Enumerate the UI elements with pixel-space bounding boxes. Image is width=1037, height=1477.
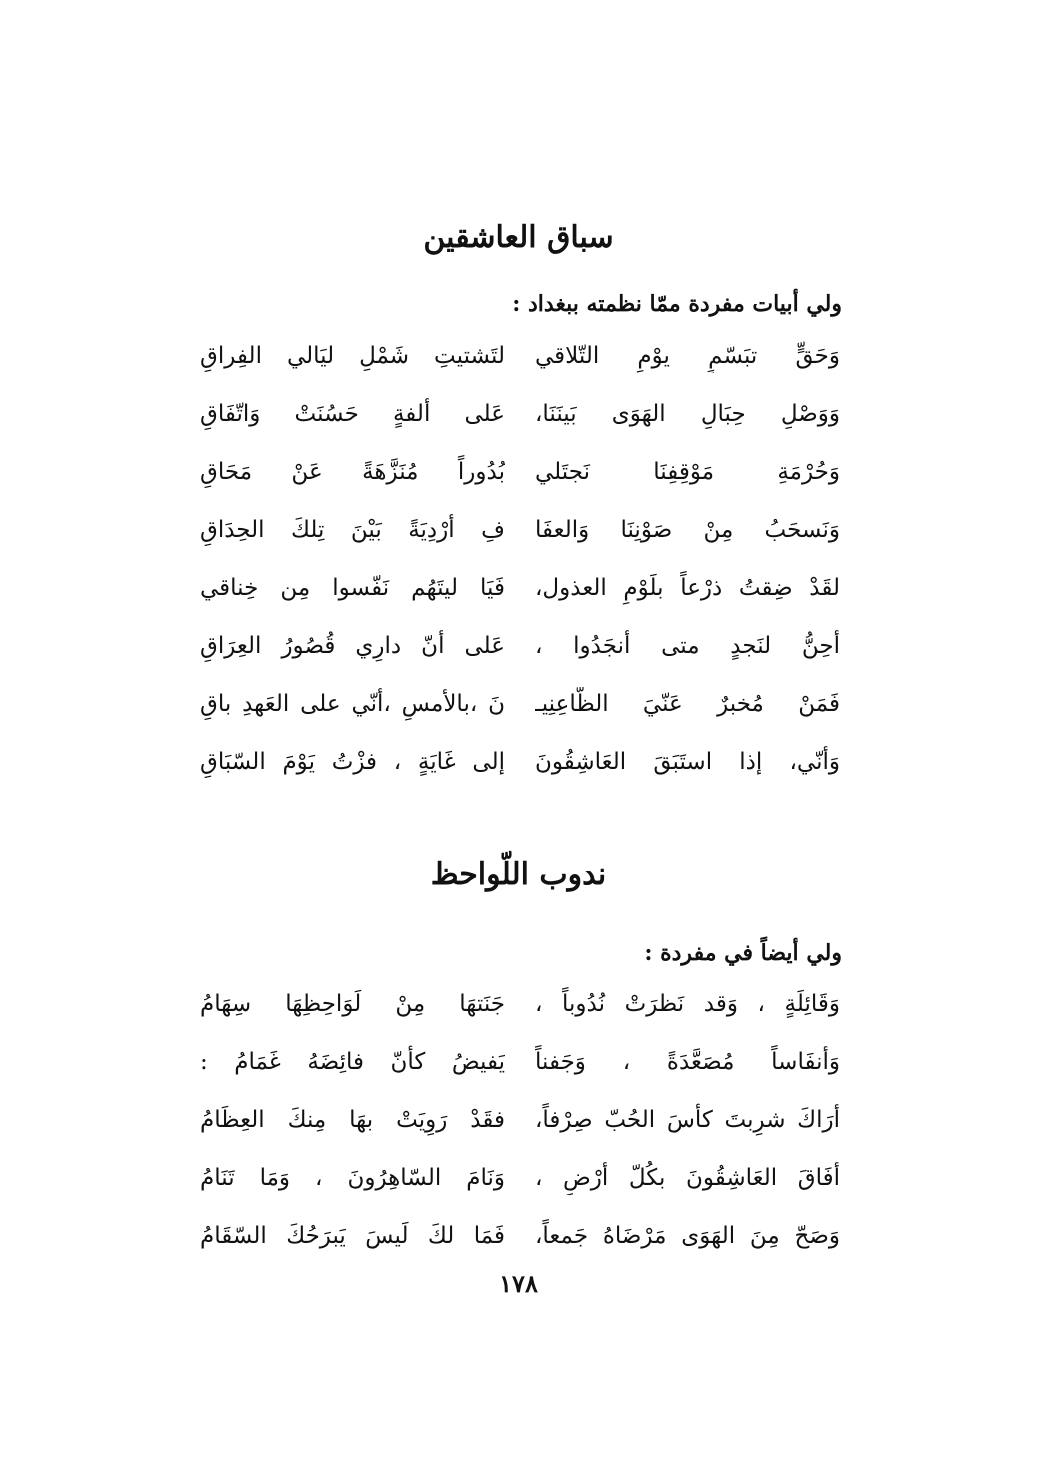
hemistich-left: نَ ،بالأمسِ ،أنّي على العَهدِ باقِ xyxy=(200,691,505,717)
hemistich-right: وَحُرْمَةِ مَوْقِفِنَا نَجتَلي xyxy=(535,459,840,485)
hemistich-left: فِ أرْدِيَةً بَيْنَ تِلكَ الحِدَاقِ xyxy=(200,517,505,543)
hemistich-left: يَفيضُ كأنّ فائِضَهُ غَمَامُ : xyxy=(200,1049,505,1075)
hemistich-right: أفَاقَ العَاشِقُونَ بكُلّ أرْضٍ ، xyxy=(535,1165,840,1191)
hemistich-left: بُدُوراً مُنَزَّهَةً عَنْ مَحَاقِ xyxy=(200,459,505,485)
hemistich-left: فقَدْ رَوِيَتْ بهَا مِنكَ العِظَامُ xyxy=(200,1107,505,1133)
hemistich-left: فَيَا ليتَهُم نَفّسوا مِن خِناقي xyxy=(200,575,505,601)
verse xyxy=(200,617,840,675)
verse xyxy=(200,675,840,733)
hemistich-right: وَنَسحَبُ مِنْ صَوْنِنَا وَالعفَا xyxy=(535,517,840,543)
hemistich-right: وَأنفَاساً مُصَعَّدَةً ، وَجَفناً xyxy=(535,1049,840,1075)
hemistich-right: أرَاكَ شرِبتَ كأسَ الحُبّ صِرْفاً، xyxy=(535,1107,840,1133)
verse xyxy=(200,501,840,559)
hemistich-left: عَلى أنّ دارِي قُصُورُ العِرَاقِ xyxy=(200,633,505,659)
hemistich-right: فَمَنْ مُخبرٌ عَنّيَ الظّاعِنِيـ xyxy=(535,691,840,717)
poem-1 xyxy=(200,327,840,791)
verse xyxy=(200,1033,840,1091)
hemistich-right: وَصَحّ مِنَ الهَوَى مَرْضَاهُ جَمعاً، xyxy=(535,1223,840,1249)
hemistich-left: جَنَتهَا مِنْ لَوَاحِظِهَا سِهَامُ xyxy=(200,991,505,1017)
hemistich-left: فَمَا لكَ لَيسَ يَبرَحُكَ السّقَامُ xyxy=(200,1223,505,1249)
verse xyxy=(200,1091,840,1149)
hemistich-left: لتَشتيتِ شَمْلِ ليَالي الفِراقِ xyxy=(200,343,505,369)
verse xyxy=(200,385,840,443)
verse xyxy=(200,1207,840,1265)
hemistich-left: وَنَامَ السّاهِرُونَ ، وَمَا تَنَامُ xyxy=(200,1165,505,1191)
hemistich-right: وَأنّي، إذا استَبَقَ العَاشِقُونَ xyxy=(535,749,840,775)
hemistich-right: وَوَصْلِ حِبَالِ الهَوَى بَينَنَا، xyxy=(535,401,840,427)
hemistich-right: وَقَائِلَةٍ ، وَقد نَظرَتْ نُدُوباً ، xyxy=(535,991,840,1017)
hemistich-left: عَلى ألفةٍ حَسُنَتْ وَاتّفَاقِ xyxy=(200,401,505,427)
poem-2 xyxy=(200,975,840,1265)
hemistich-right: أحِنُّ لنَجدٍ متى أنجَدُوا ، xyxy=(535,633,840,659)
verse xyxy=(200,733,840,791)
verse xyxy=(200,975,840,1033)
hemistich-right: وَحَقٍّ تبَسّمٍ يوْمِ التّلاقي xyxy=(535,343,840,369)
section-intro-1: ولي أبيات مفردة ممّا نظمته ببغداد : xyxy=(512,291,842,317)
verse xyxy=(200,443,840,501)
section-intro-2: ولي أيضاً في مفردة : xyxy=(644,940,842,966)
hemistich-right: لقَدْ ضِقتُ ذرْعاً بلَوْمِ العذول، xyxy=(535,575,840,601)
section-title-2: ندوب اللّواحظ xyxy=(430,857,607,892)
hemistich-left: إلى غَايَةٍ ، فزْتُ يَوْمَ السّبَاقِ xyxy=(200,749,505,775)
verse xyxy=(200,559,840,617)
verse xyxy=(200,327,840,385)
page-number: ١٧٨ xyxy=(499,1269,538,1298)
verse xyxy=(200,1149,840,1207)
section-title-1: سباق العاشقين xyxy=(423,220,614,255)
